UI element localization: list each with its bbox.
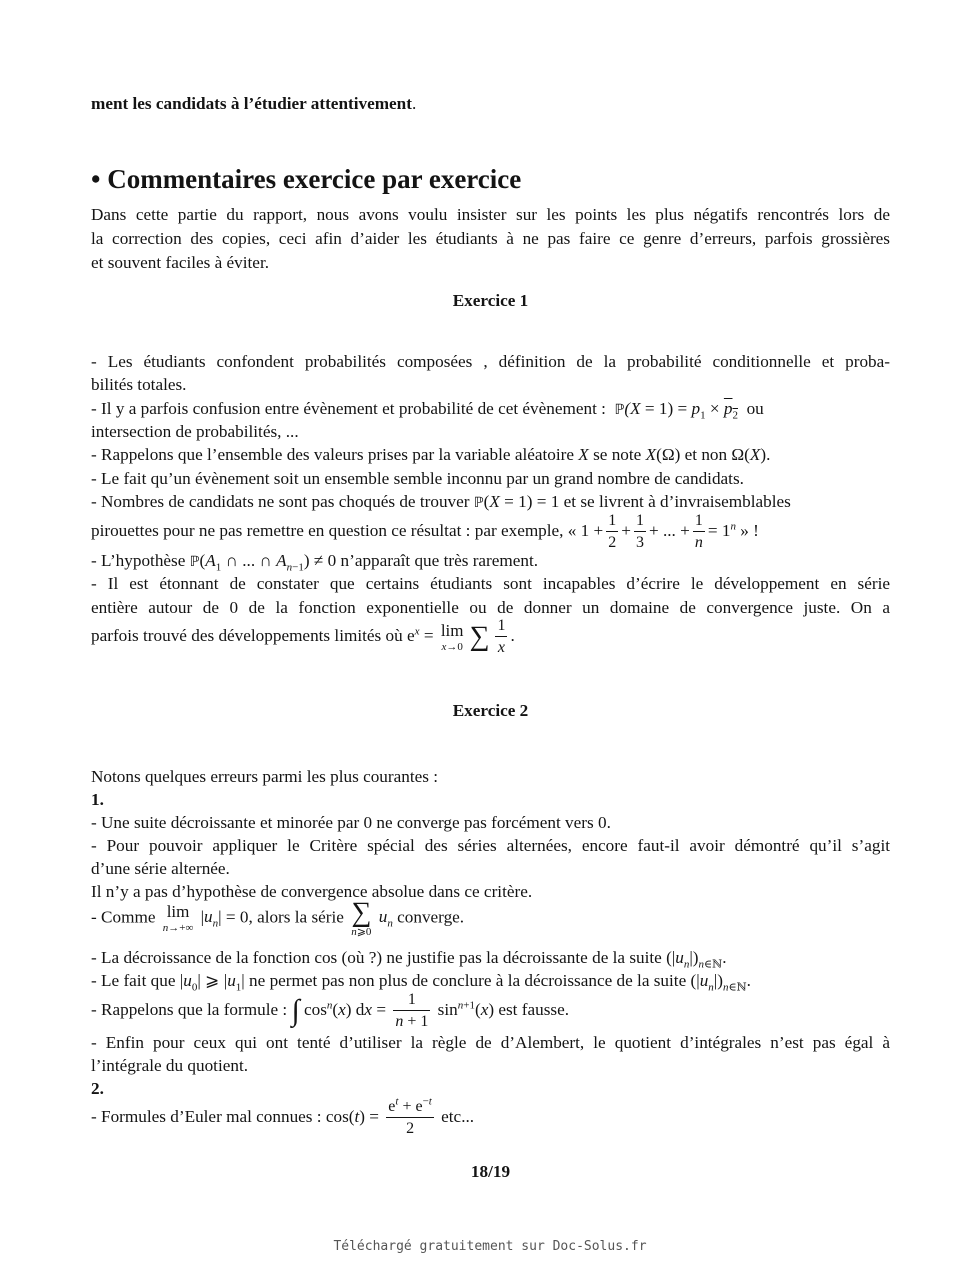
section-heading: • Commentaires exercice par exercice bbox=[91, 164, 522, 194]
sum-symbol: ∑ bbox=[469, 621, 490, 653]
exercise1-line: bilités totales. bbox=[91, 375, 187, 394]
intro-paragraph-line: Dans cette partie du rapport, nous avons voulu insister sur les points les plus négatifs rencontrés lors de bbox=[91, 205, 890, 224]
fraction: $\frac{1}{n + 1}$ bbox=[395, 991, 429, 1031]
limit: lim n→+∞ bbox=[162, 902, 194, 934]
exercise2-line: - Rappelons que la formule : ∫ $\cos^n(x)$ dx = $\frac{1}{n + 1}$ $\sin^{n+1}(x)$ est fausse. bbox=[91, 991, 569, 1031]
exercise2-line: - Enfin pour ceux qui ont tenté d’utiliser la règle de d’Alembert, le quotient d’intégrales n’est pas égal à bbox=[91, 1033, 890, 1052]
fraction: $\frac{1}{n}$ bbox=[694, 512, 703, 552]
exercise2-line: - Le fait que $|u_0|$ ⩾ $|u_1|$ ne permet pas non plus de conclure à la décroissance de la suite $(|u_n|)_{n\in ℕ}$. bbox=[91, 971, 751, 994]
exercise2-line: - Une suite décroissante et minorée par 0 ne converge pas forcément vers 0. bbox=[91, 813, 611, 832]
exercise2-number: 2. bbox=[91, 1079, 104, 1098]
fraction: $\frac{1}{x}$ bbox=[497, 617, 506, 657]
exercise1-line: - Nombres de candidats ne sont pas choqués de trouver ℙ(X = 1) = 1 et se livrent à d’invraisemblables bbox=[91, 492, 791, 511]
exercise2-line: Il n’y a pas d’hypothèse de convergence absolue dans ce critère. bbox=[91, 882, 533, 901]
exercise2-number: 1. bbox=[91, 790, 104, 809]
exercise1-title: Exercice 1 bbox=[452, 291, 529, 310]
exercise1-line: intersection de probabilités, ... bbox=[91, 422, 299, 441]
bullet-icon: • bbox=[91, 164, 101, 194]
exercise2-line: - Comme lim n→+∞ $|u_n| = 0$, alors la série ∑ n⩾0 $u_n$ converge. bbox=[91, 897, 465, 938]
sum-symbol: ∑ n⩾0 bbox=[351, 897, 372, 938]
fraction: $\frac{e^t + e^{-t}}{2}$ bbox=[388, 1095, 432, 1138]
exercise1-line: pirouettes pour ne pas remettre en question ce résultat : par exemple, « 1 + $\frac{1}{2}$ + $\frac{1}{3}$ + ... + $\frac{1}{n}$ = $1^n$ » ! bbox=[91, 512, 759, 552]
exercise1-line: - Il y a parfois confusion entre évènement et probabilité de cet évènement : ℙ(X = $1) = p_1 \times p_2$ ou bbox=[91, 399, 764, 422]
exercise2-line: Notons quelques erreurs parmi les plus courantes : bbox=[91, 767, 439, 786]
exercise1-line: entière autour de 0 de la fonction exponentielle ou de donner un domaine de convergence juste. On a bbox=[91, 598, 890, 617]
limit: lim x→0 bbox=[440, 620, 464, 653]
exercise1-line: - Le fait qu’un évènement soit un ensemble semble inconnu par un grand nombre de candidats. bbox=[91, 469, 744, 488]
download-footer: Téléchargé gratuitement sur Doc-Solus.fr bbox=[333, 1239, 647, 1254]
integral-symbol: ∫ bbox=[291, 994, 300, 1028]
exercise1-line: parfois trouvé des développements limités où $e^x$ = lim x→0 ∑ $\frac{1}{x}$ . bbox=[91, 617, 515, 657]
intro-paragraph-line: et souvent faciles à éviter. bbox=[91, 253, 270, 272]
page-number: 18/19 bbox=[470, 1162, 511, 1181]
fraction: $\frac{1}{2}$ bbox=[608, 512, 617, 552]
exercise1-line: - Il est étonnant de constater que certains étudiants sont incapables d’écrire le développement en série bbox=[91, 574, 890, 593]
exercise2-line: - La décroissance de la fonction cos (où ?) ne justifie pas la décroissante de la suite $(|u_n|)_{n\in ℕ}$. bbox=[91, 948, 727, 971]
exercise2-line: - Pour pouvoir appliquer le Critère spécial des séries alternées, encore faut-il avoir démontré qu’il s’agit bbox=[91, 836, 890, 855]
exercise2-line: - Formules d’Euler mal connues : cos(t) = $\frac{e^t + e^{-t}}{2}$ etc... bbox=[91, 1095, 475, 1138]
exercise2-line: l’intégrale du quotient. bbox=[91, 1056, 249, 1075]
fraction: $\frac{1}{3}$ bbox=[635, 512, 644, 552]
exercise1-line: - L’hypothèse $ℙ(A_1$ ∩ ... ∩ $A_{n-1}) \ne 0$ n’apparaît que très rarement. bbox=[91, 551, 539, 574]
exercise2-title: Exercice 2 bbox=[452, 701, 529, 720]
intro-paragraph-line: la correction des copies, ceci afin d’aider les étudiants à ne pas faire ce genre d’erreurs, parfois grossières bbox=[91, 229, 890, 248]
intro-line: ment les candidats à l’étudier attentivement. bbox=[91, 94, 417, 113]
exercise1-line: - Les étudiants confondent probabilités composées , définition de la probabilité conditionnelle et proba- bbox=[91, 352, 890, 371]
exercise1-line: - Rappelons que l’ensemble des valeurs prises par la variable aléatoire X se note X(Ω) et non Ω(X). bbox=[91, 445, 771, 464]
exercise2-line: d’une série alternée. bbox=[91, 859, 230, 878]
